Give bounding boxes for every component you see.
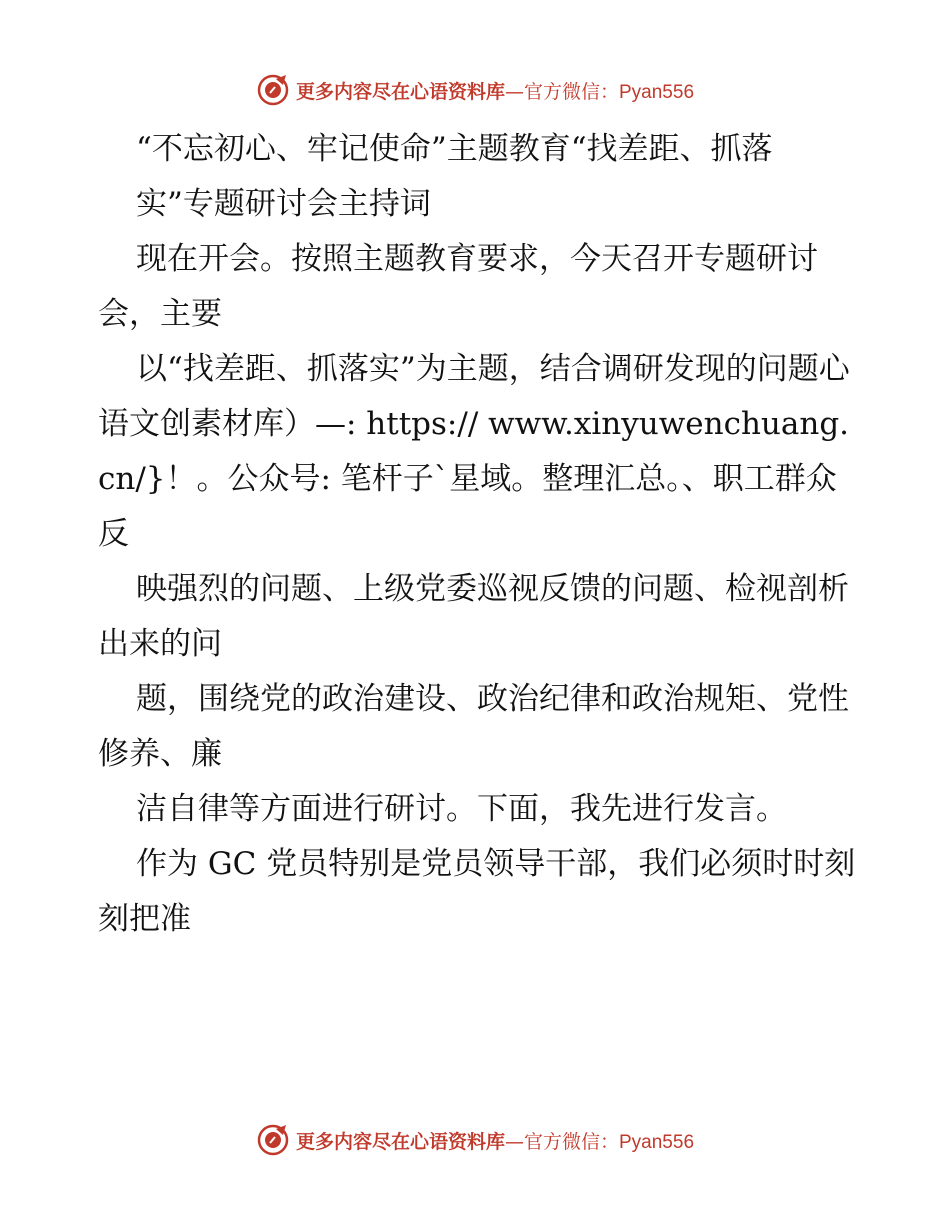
banner-label: 官方微信： [523,80,619,103]
banner-main-text: 更多内容尽在心语资料库 [295,80,505,103]
footer-banner-content [256,1123,694,1157]
header-banner-content [256,73,694,107]
paragraph-title-2: 实”专题研讨会主持词 [136,186,431,222]
paragraph-2: 以“找差距、抓落实”为主题，结合调研发现的问题心语文创素材库）—: https:// www.xinyuwenchuang.cn/}！。公众号: 笔杆子`星域。整理汇总。、职工群众反 [98,351,850,552]
header-banner [0,70,950,110]
footer-banner [0,1120,950,1160]
pen-nib-circle-icon [256,1123,290,1157]
header-banner-text [296,77,694,104]
paragraph-4: 题，围绕党的政治建设、政治纪律和政治规矩、党性修养、廉 [98,681,849,772]
paragraph-6: 作为 GC 党员特别是党员领导干部，我们必须时时刻刻把准 [98,846,856,937]
footer-banner-dash: — [504,1130,524,1153]
paragraph-5: 洁自律等方面进行研讨。下面，我先进行发言。 [136,791,787,827]
footer-banner-main-text: 更多内容尽在心语资料库 [295,1130,505,1153]
document-body [98,122,858,947]
paragraph-1: 现在开会。按照主题教育要求，今天召开专题研讨会，主要 [98,241,818,332]
paragraph-3: 映强烈的问题、上级党委巡视反馈的问题、检视剖析出来的问 [98,571,849,662]
pen-nib-circle-icon [256,73,290,107]
banner-dash: — [504,80,524,103]
footer-banner-label: 官方微信： [523,1130,619,1153]
footer-banner-text [296,1127,694,1154]
paragraph-title-1: “不忘初心、牢记使命”主题教育“找差距、抓落 [136,131,773,167]
footer-banner-handle: Pyan556 [619,1131,695,1153]
banner-handle: Pyan556 [619,81,695,103]
